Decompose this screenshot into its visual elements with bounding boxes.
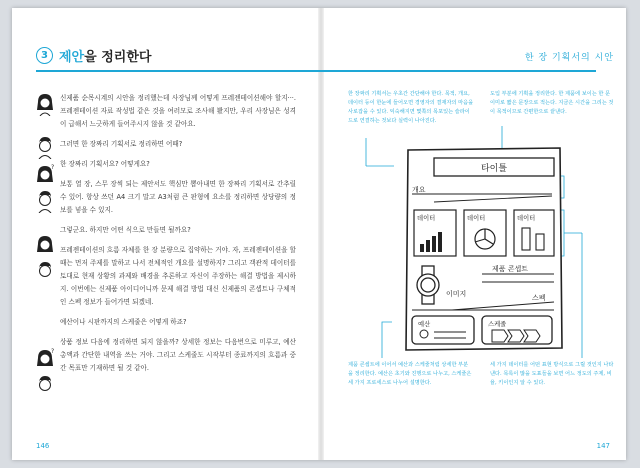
- sketch-overview: 개요: [412, 186, 426, 194]
- sketch-image: 이미지: [446, 290, 467, 298]
- sketch-schedule: 스케줄: [488, 321, 507, 328]
- data-label: 데이터: [517, 215, 536, 222]
- note-top-right: 도입 부분에 기획을 정리한다. 한 제품에 보이는 한 문이미로 짧은 문장으로 적는다. 지금은 시간을 그리는 것이 목적이므로 간편한으로 끝낸다.: [490, 91, 614, 115]
- note-bottom-left: 제품 콘셉트에 이어서 예산과 스케줄처럼 상세한 부분을 정리한다. 예산은 초기와 진행으로 나누고, 스케줄은 세 가지 프로세스로 나누어 설명한다.: [348, 362, 472, 386]
- right-page-title: 한 장 기획서의 시안: [524, 53, 614, 63]
- book-gutter: [318, 8, 324, 460]
- title-accent: 제안: [59, 50, 85, 65]
- man-avatar-icon: [34, 374, 56, 398]
- man-avatar-icon: [34, 135, 56, 159]
- section-number: 3: [36, 47, 53, 64]
- page-number-left: 146: [36, 442, 50, 450]
- book-spread: [12, 8, 626, 460]
- dialog-line: 상품 정보 다음에 정리하면 되지 않을까? 상세한 정보는 다음번으로 미루고, 예산 총액과 간단한 내역을 쓰는 거야. 그리고 스케줄도 시작부터 종료까지의 흐름과 중간 목표만 기재하면 될 것 같아.: [60, 338, 296, 372]
- dialog-line: 보통 열 장, 스무 장씩 되는 제안서도 핵심만 뽑아내면 한 장짜리 기획서로 간추릴 수 있어. 항상 쓰던 A4 크기 말고 A3처럼 큰 판형에 요소를 정리하면 상당량의 정보를 넣을 수 있지.: [60, 180, 296, 214]
- dialog-line: 신제품 순목시계의 시안을 정리했는데 사장님께 어떻게 프레젠테이션해야 할지···. 프레젠테이션 자료 작성법 같은 것을 여러모로 조사해 봤지만, 우리 사장님은 성격이 급해서 느긋하게 들어주시지 않을 것 같아요.: [60, 94, 296, 128]
- sketch-spec: 스펙: [532, 294, 546, 302]
- dialog-line: 그렇군요. 하지만 어떤 식으로 만들면 될까요?: [60, 226, 191, 234]
- woman-avatar-icon: [34, 92, 56, 116]
- sketch-concept: 제품 콘셉트: [492, 265, 529, 273]
- sketch-budget: 예산: [418, 321, 431, 328]
- header-rule: [36, 70, 596, 72]
- data-label: 데이터: [417, 215, 436, 222]
- dialog-line: 프레젠테이션의 흐름 자체를 한 장 분량으로 집약하는 거야. 자, 프레젠테이션을 할 때는 먼저 주제를 말하고 나서 전체적인 개요를 설명하지? 그리고 객관적 데이터를 토대로 현재 상황의 과제와 배경을 추론하고 자신이 주장하는 해결 방법을 제시하지. 이번에는 신제품 아이디어니까 문제 해결 방법 대신 신제품의 콘셉트나 구체적인 스펙 정보가 들어가면 되겠네.: [60, 246, 296, 306]
- woman-question-avatar-icon: [34, 347, 56, 371]
- note-bottom-right: 세 가지 데이터를 어떤 표현 방식으로 그릴 것인지 나타낸다. 목록이 많을 도표들을 보면 어느 정도의 주제, 비율, 키이인지 알 수 있다.: [490, 362, 614, 386]
- dialog-line: 한 장짜리 기획서요? 어떻게요?: [60, 160, 150, 168]
- svg-text:?: ?: [51, 348, 55, 355]
- woman-question-avatar-icon: [34, 163, 56, 187]
- data-label: 데이터: [467, 215, 486, 222]
- dialog-line: 그러면 한 장짜리 기획서로 정리하면 어때?: [60, 140, 183, 148]
- sketch-title-box: 타이틀: [480, 164, 508, 174]
- dialog-line: 예산이나 시판까지의 스케줄은 어떻게 하죠?: [60, 318, 187, 326]
- title-rest: 을 정리한다: [84, 50, 152, 65]
- dialog-text: [60, 92, 296, 382]
- section-title: [36, 46, 151, 65]
- svg-text:?: ?: [51, 164, 55, 171]
- man-avatar-icon: [34, 189, 56, 213]
- man-avatar-icon: [34, 260, 56, 284]
- proposal-sketch: [342, 126, 612, 358]
- page-number-right: 147: [596, 442, 610, 450]
- woman-avatar-icon: [34, 234, 56, 258]
- note-top-left: 한 장짜리 기획서는 우초간 간단해야 한다. 목적, 개요, 데이터 등이 한눈에 들어오면 경영자의 결재자의 마음을 사로잡을 수 있다. 익숙해지면 몇쪽의 목포있는 슬라이드로 연결하는 것보다 실력이 나아진다.: [348, 91, 474, 124]
